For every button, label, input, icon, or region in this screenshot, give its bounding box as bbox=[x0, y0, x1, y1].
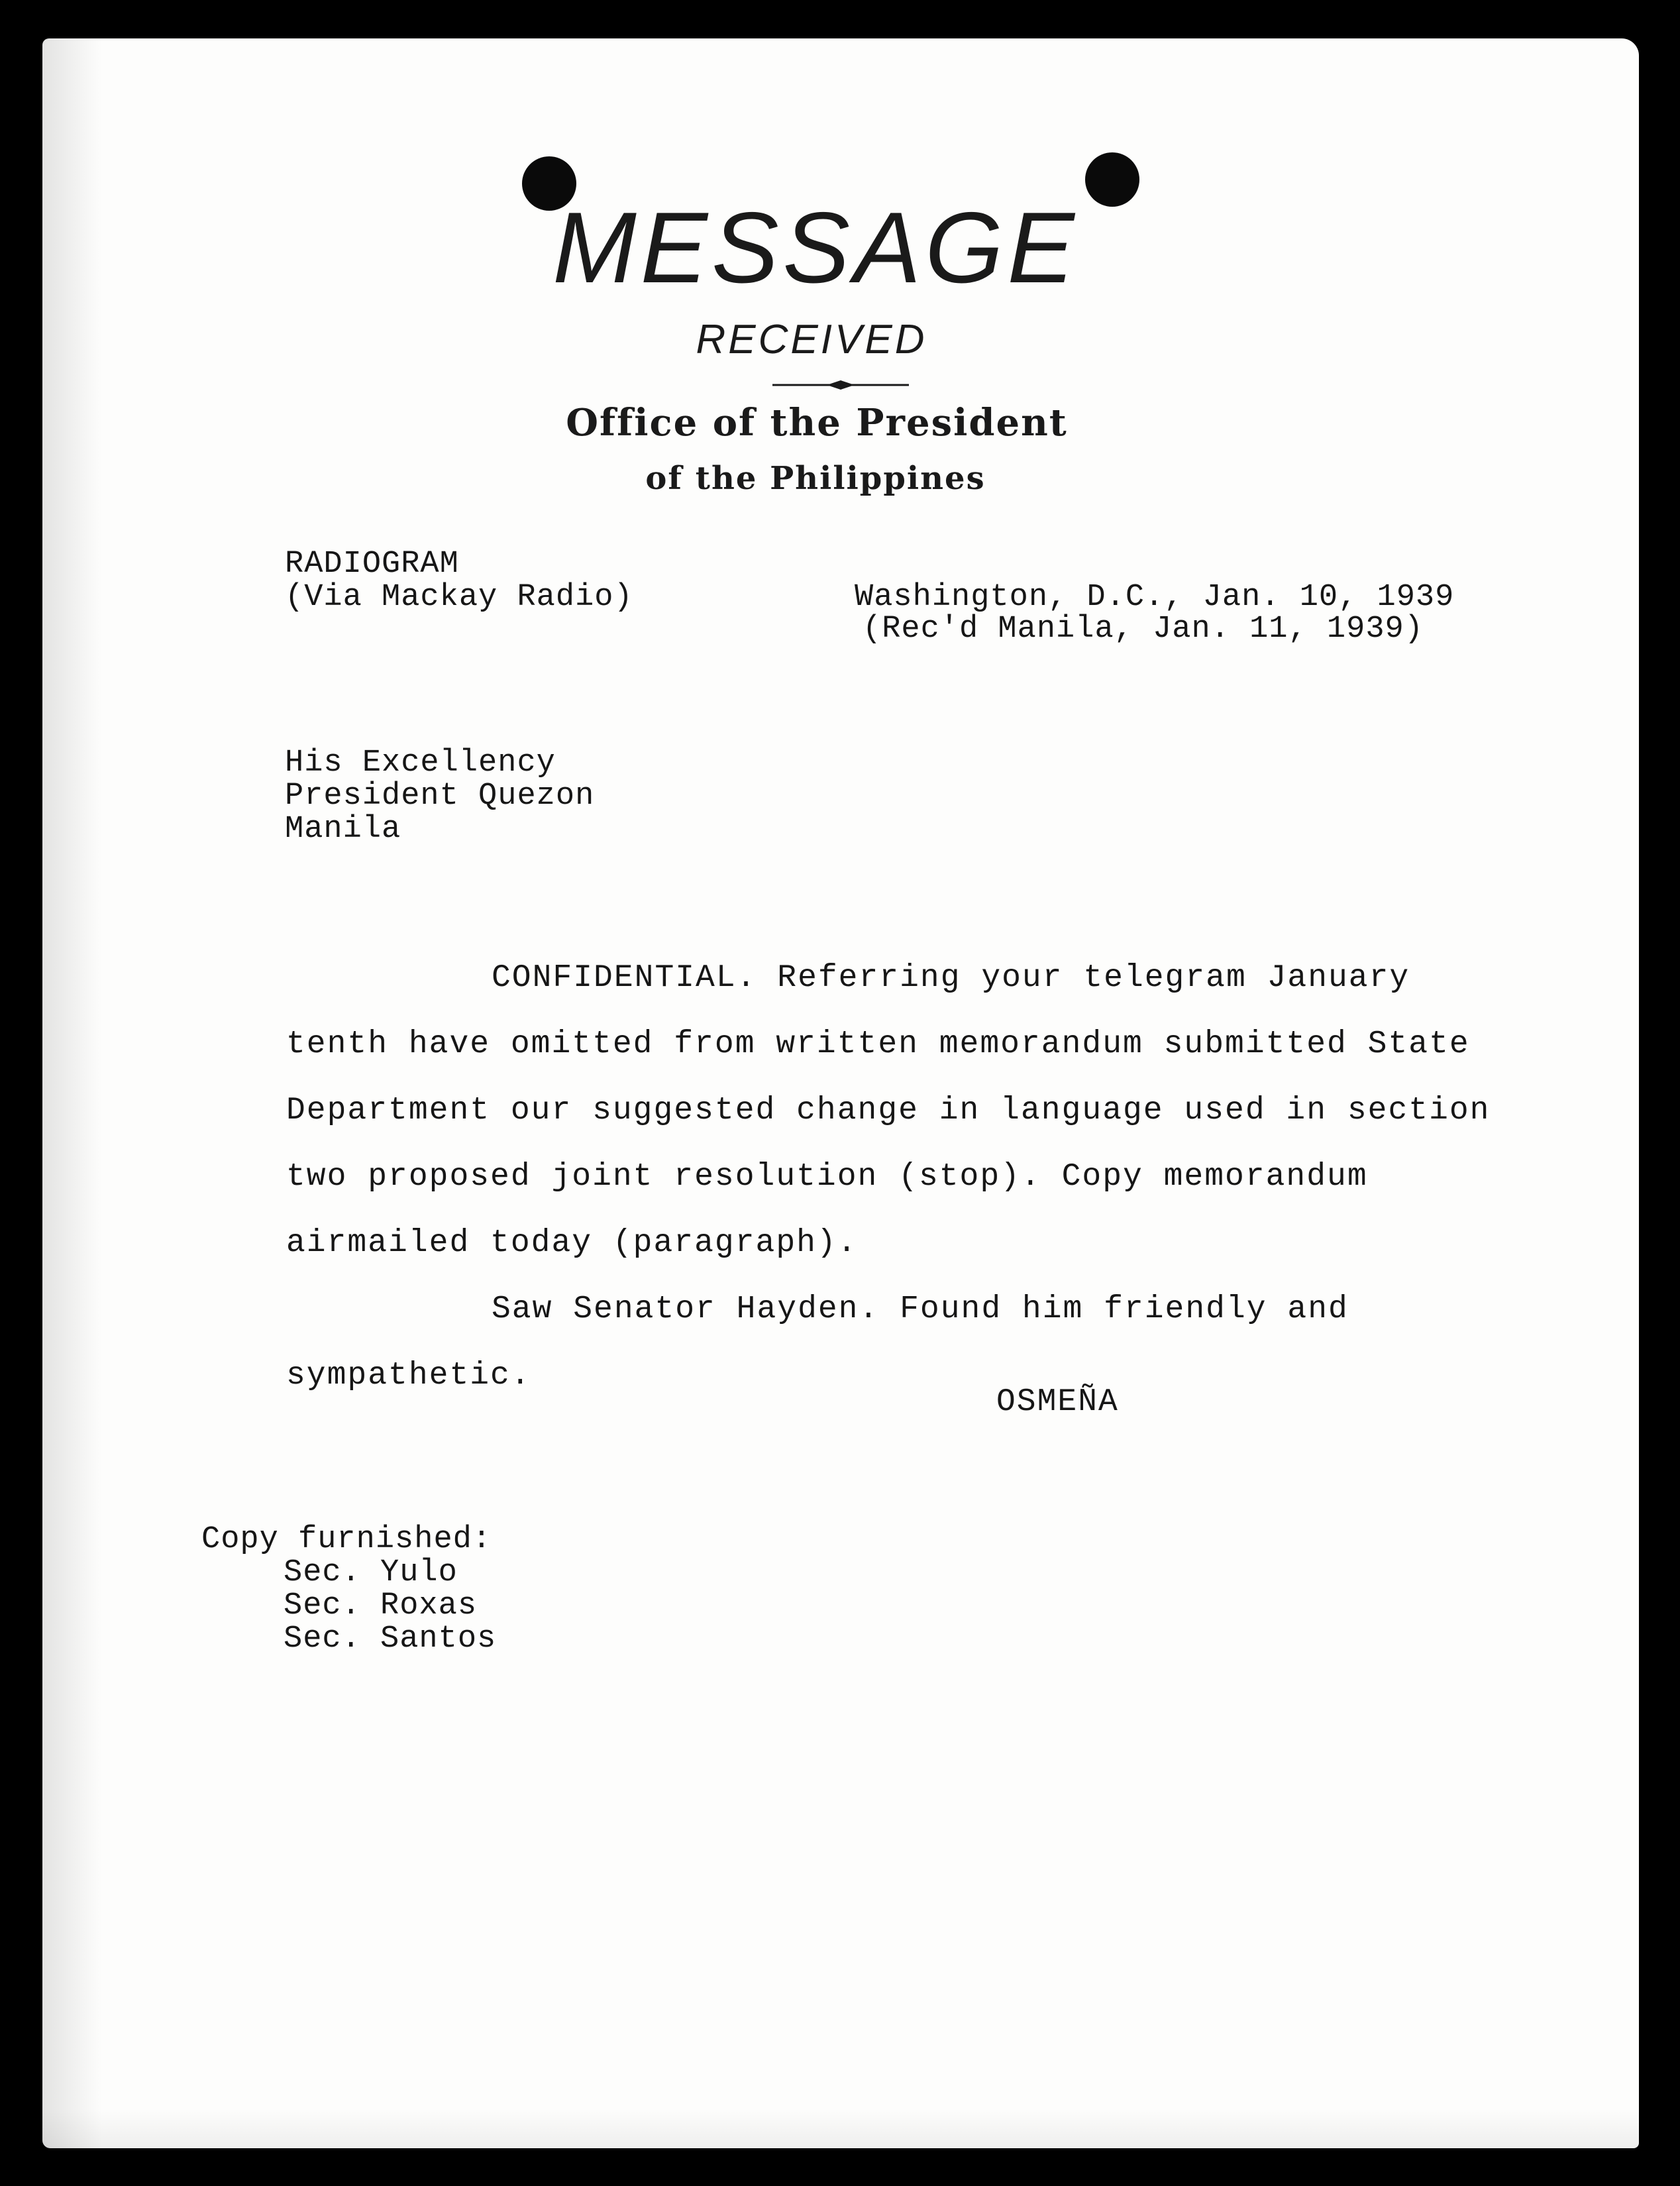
copy-recipient: Sec. Roxas bbox=[284, 1588, 478, 1623]
message-origin-date: Washington, D.C., Jan. 10, 1939 bbox=[855, 580, 1455, 615]
message-type: RADIOGRAM bbox=[285, 547, 459, 582]
scan-bottom-shadow bbox=[42, 2108, 1639, 2148]
message-received-date: (Rec'd Manila, Jan. 11, 1939) bbox=[863, 612, 1424, 647]
body-paragraph: Saw Senator Hayden. Found him friendly and sympathetic. bbox=[286, 1291, 1349, 1394]
message-body bbox=[286, 945, 1518, 1409]
message-via: (Via Mackay Radio) bbox=[285, 580, 633, 615]
letterhead-office-line1: Office of the President bbox=[566, 401, 1068, 445]
document-page bbox=[42, 38, 1639, 2148]
letterhead-office-line2: of the Philippines bbox=[645, 460, 986, 497]
body-paragraph: CONFIDENTIAL. Referring your telegram January tenth have omitted from written memorandum submitted State Department our suggested change in language used in section two proposed joint resolution (stop). Copy memorandum airmailed today (paragraph). bbox=[286, 960, 1491, 1261]
addressee-line: President Quezon bbox=[285, 779, 595, 814]
copy-furnished-label: Copy furnished: bbox=[201, 1522, 492, 1557]
addressee-line: Manila bbox=[285, 812, 401, 847]
addressee-line: His Excellency bbox=[285, 745, 556, 781]
letterhead-title: MESSAGE bbox=[552, 191, 1078, 304]
signature: OSMEÑA bbox=[996, 1384, 1119, 1420]
letterhead-ornament-rule bbox=[772, 380, 909, 390]
copy-recipient: Sec. Santos bbox=[284, 1621, 497, 1657]
letterhead-subtitle: RECEIVED bbox=[696, 317, 927, 362]
copy-recipient: Sec. Yulo bbox=[284, 1555, 458, 1590]
